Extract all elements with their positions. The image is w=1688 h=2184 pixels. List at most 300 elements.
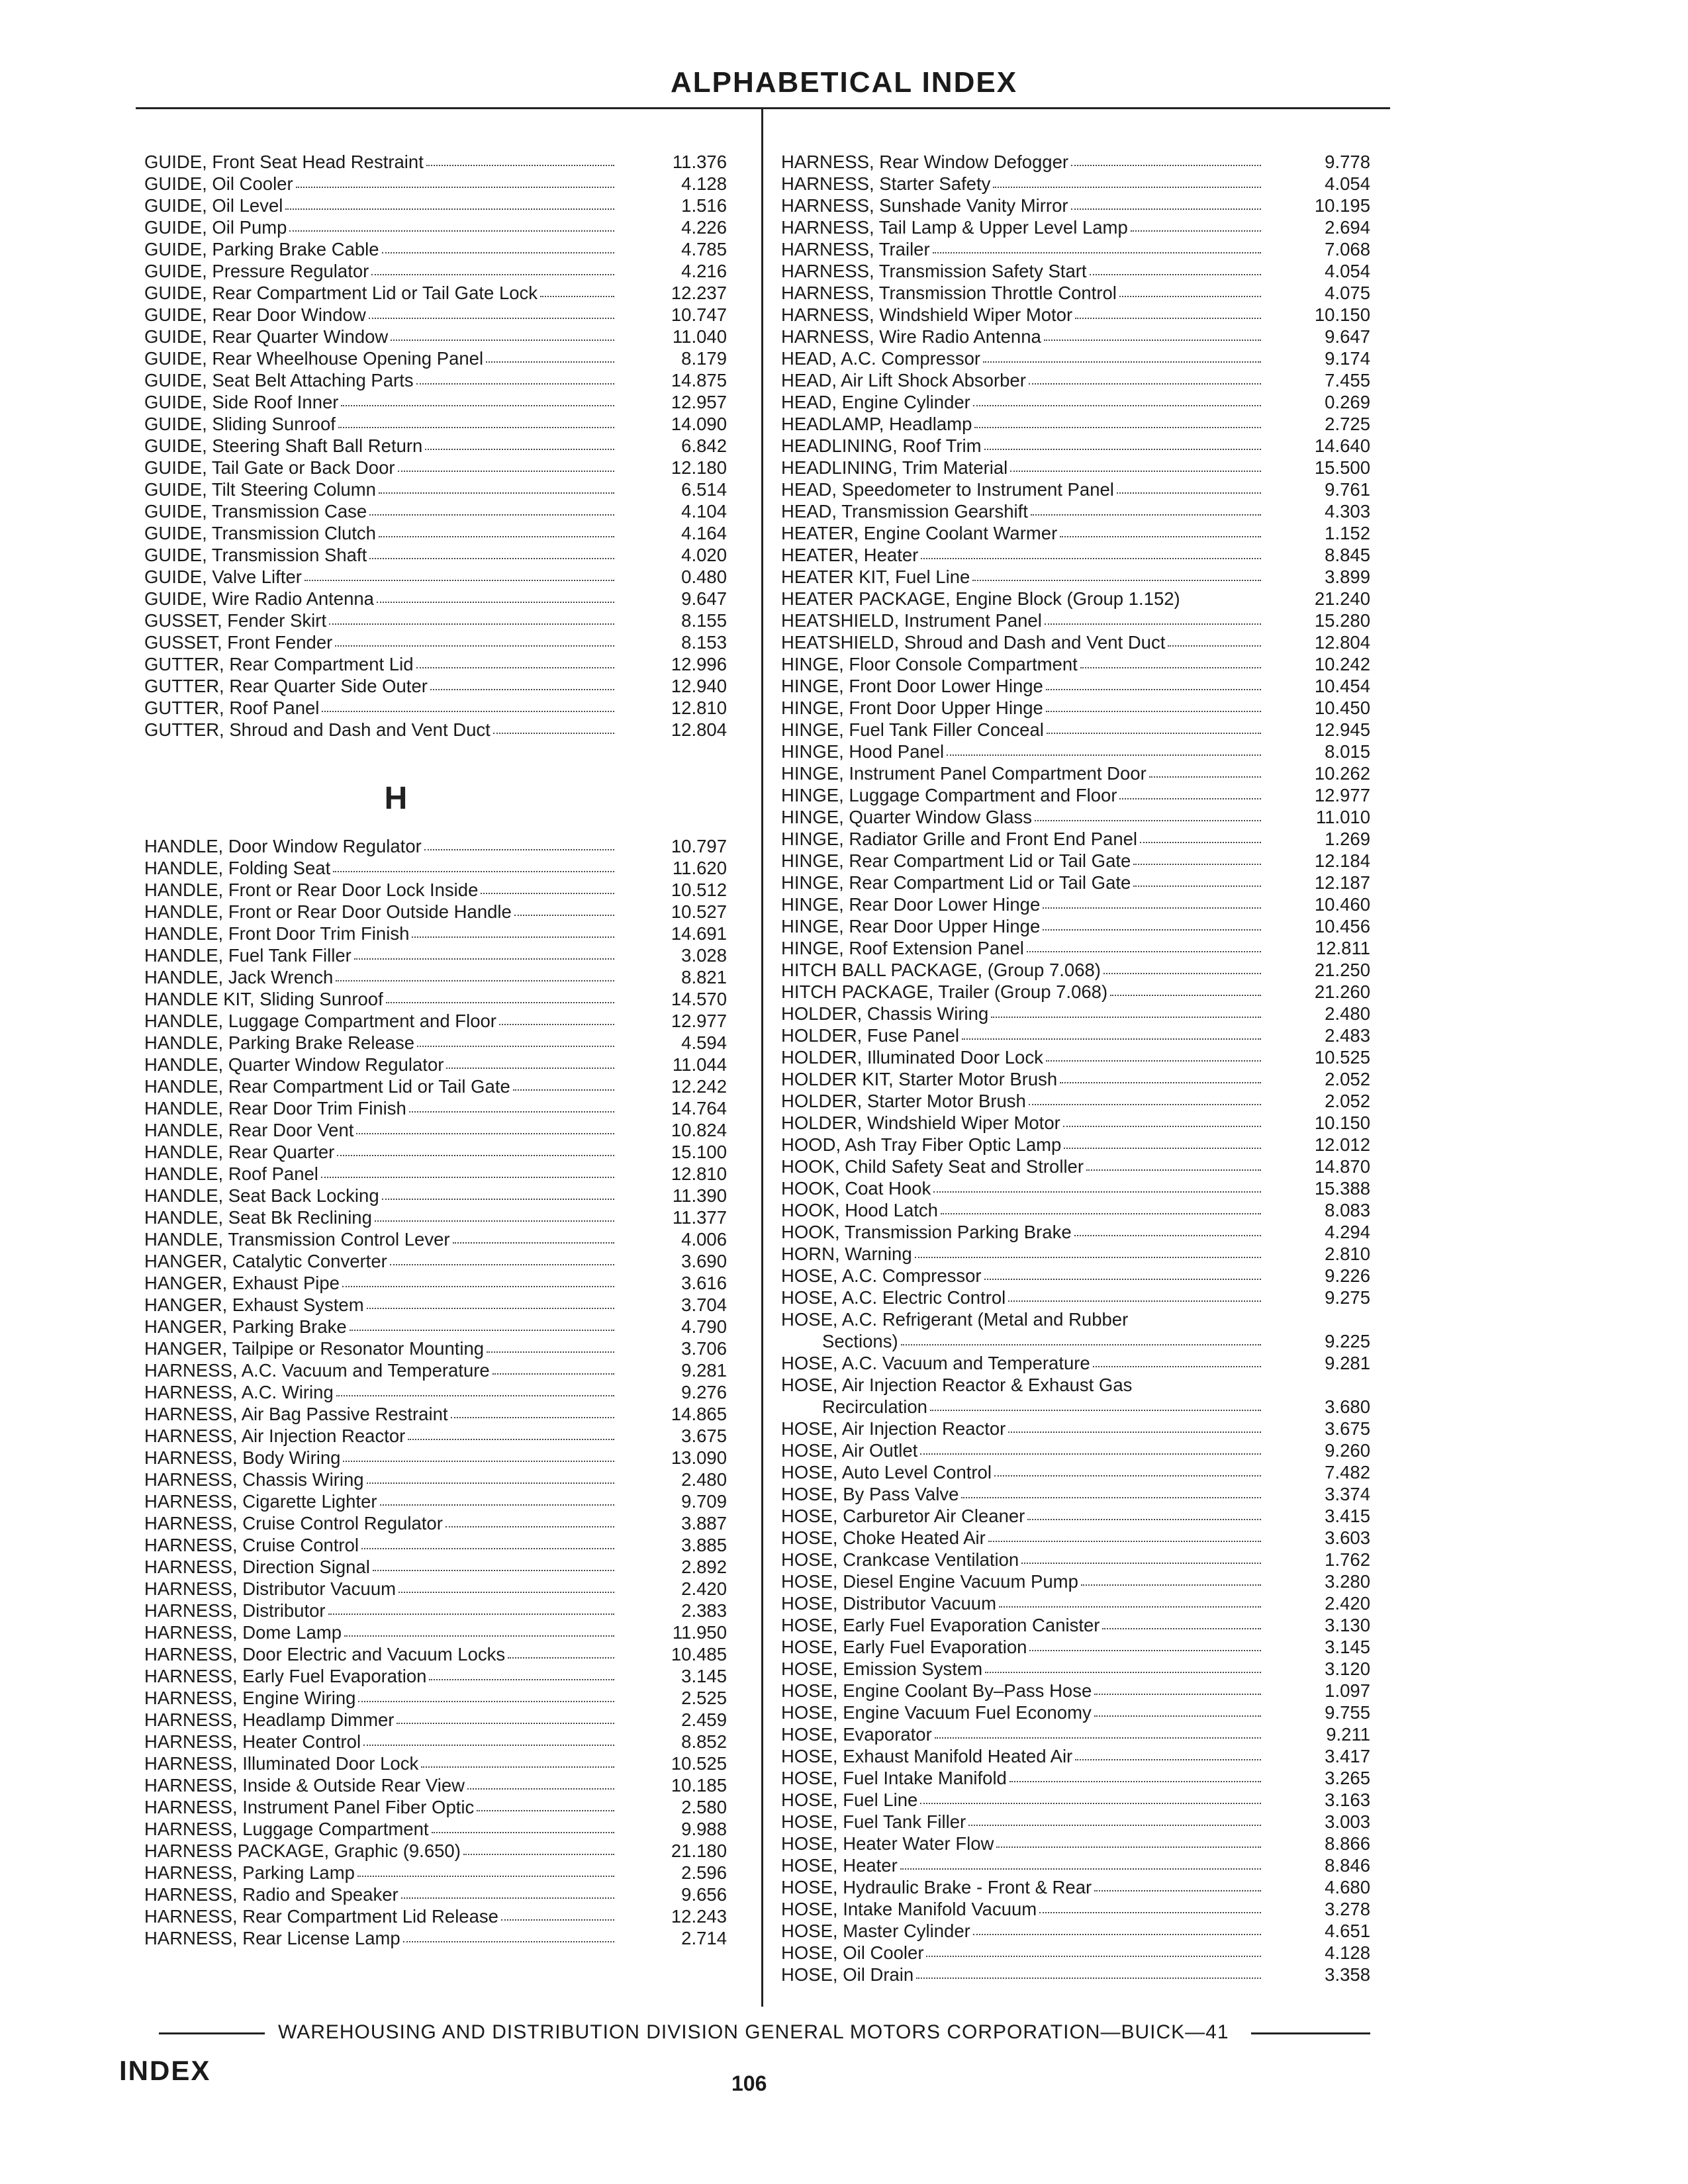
entry-name: HOSE, A.C. Electric Control: [781, 1287, 1006, 1308]
entry-name: HEAD, Engine Cylinder: [781, 392, 970, 412]
entry-name: HEAD, Transmission Gearshift: [781, 501, 1028, 522]
index-entry: [144, 478, 727, 500]
index-entry: [144, 566, 727, 588]
index-entry: [781, 566, 1370, 588]
entry-reference: 1.762: [1325, 1549, 1370, 1570]
entry-reference: 3.675: [1325, 1418, 1370, 1439]
dot-leader: [972, 580, 1261, 581]
index-entry: [144, 1600, 727, 1621]
entry-name: HOSE, Crankcase Ventilation: [781, 1549, 1019, 1570]
index-entry: [144, 1272, 727, 1294]
index-entry: [781, 369, 1370, 391]
index-entry: [781, 1833, 1370, 1854]
dot-leader: [1031, 514, 1261, 516]
entry-reference: 2.525: [681, 1688, 727, 1708]
entry-reference: 14.691: [671, 923, 727, 944]
entry-reference: 21.250: [1314, 960, 1370, 980]
index-entry: [781, 195, 1370, 216]
entry-reference: 12.180: [671, 457, 727, 478]
entry-reference: 3.616: [681, 1273, 727, 1293]
entry-reference: 4.075: [1325, 283, 1370, 303]
index-entry: [781, 697, 1370, 719]
dot-leader: [335, 645, 614, 647]
index-entry: [144, 1425, 727, 1447]
entry-reference: 14.640: [1314, 435, 1370, 456]
index-entry: [144, 544, 727, 566]
entry-name: HOSE, Fuel Intake Manifold: [781, 1768, 1007, 1788]
entry-name: HEADLAMP, Headlamp: [781, 414, 972, 434]
dot-leader: [988, 1541, 1261, 1542]
entry-reference: 8.179: [681, 348, 727, 369]
index-entry: [144, 1534, 727, 1556]
entry-reference: 14.875: [671, 370, 727, 390]
entry-reference: 12.810: [671, 698, 727, 718]
entry-name: HANDLE, Quarter Window Regulator: [144, 1054, 444, 1075]
dot-leader: [432, 1832, 614, 1833]
entry-name: HARNESS, A.C. Wiring: [144, 1382, 334, 1402]
entry-reference: 1.269: [1325, 829, 1370, 849]
entry-name: HOLDER KIT, Starter Motor Brush: [781, 1069, 1058, 1089]
dot-leader: [321, 1177, 614, 1178]
entry-reference: 12.243: [671, 1906, 727, 1927]
entry-name: GUIDE, Side Roof Inner: [144, 392, 339, 412]
index-entry: [144, 1097, 727, 1119]
entry-reference: 1.152: [1325, 523, 1370, 543]
index-entry: [144, 1490, 727, 1512]
index-entry: [144, 1338, 727, 1359]
index-entry: [781, 631, 1370, 653]
entry-reference: 3.003: [1325, 1811, 1370, 1832]
entry-reference: 3.374: [1325, 1484, 1370, 1504]
index-entry: [781, 1243, 1370, 1265]
entry-reference: 4.651: [1325, 1921, 1370, 1941]
entry-name: HITCH PACKAGE, Trailer (Group 7.068): [781, 981, 1108, 1002]
index-entry: [144, 719, 727, 741]
entry-reference: 9.647: [681, 588, 727, 609]
dot-leader: [994, 1475, 1261, 1477]
footer-rule-right: [1251, 2032, 1370, 2034]
index-entry: [144, 1228, 727, 1250]
entry-reference: 1.097: [1325, 1680, 1370, 1701]
dot-leader: [1093, 1366, 1261, 1367]
entry-name: HARNESS, Distributor: [144, 1600, 326, 1621]
entry-name: HOSE, A.C. Refrigerant (Metal and Rubber: [781, 1309, 1129, 1330]
entry-name: HEADLINING, Trim Material: [781, 457, 1008, 478]
index-entry: [144, 282, 727, 304]
entry-name: HOLDER, Starter Motor Brush: [781, 1091, 1026, 1111]
index-entry: [781, 937, 1370, 959]
entry-reference: 15.100: [671, 1142, 727, 1162]
dot-leader: [453, 1242, 614, 1244]
index-entry: [144, 588, 727, 610]
entry-reference: 8.153: [681, 632, 727, 653]
entry-reference: 2.580: [681, 1797, 727, 1817]
index-entry: [781, 588, 1370, 610]
entry-name: HARNESS PACKAGE, Graphic (9.650): [144, 1841, 461, 1861]
index-entry: [144, 1119, 727, 1141]
dot-leader: [1063, 1126, 1261, 1127]
index-entry: [144, 1905, 727, 1927]
index-entry: [781, 1374, 1370, 1396]
dot-leader: [487, 1351, 614, 1353]
entry-name: HOSE, Oil Drain: [781, 1964, 914, 1985]
entry-reference: 9.656: [681, 1884, 727, 1905]
entry-reference: 10.262: [1314, 763, 1370, 784]
entry-name: HORN, Warning: [781, 1244, 912, 1264]
index-entry: [781, 1658, 1370, 1680]
dot-leader: [357, 1876, 614, 1877]
index-entry: [144, 675, 727, 697]
index-entry: [781, 1461, 1370, 1483]
entry-name: HANDLE, Fuel Tank Filler: [144, 945, 352, 966]
entry-reference: 11.010: [1315, 807, 1370, 827]
entry-name: HARNESS, Illuminated Door Lock: [144, 1753, 419, 1774]
dot-leader: [991, 1017, 1261, 1018]
dot-leader: [369, 558, 614, 559]
entry-reference: 14.570: [671, 989, 727, 1009]
entry-name: GUIDE, Pressure Regulator: [144, 261, 369, 281]
index-entry: [781, 806, 1370, 828]
index-entry: [781, 522, 1370, 544]
g-entries: [144, 151, 727, 741]
dot-leader: [1035, 820, 1261, 821]
dot-leader: [408, 1439, 614, 1440]
entry-reference: 2.052: [1325, 1069, 1370, 1089]
entry-name: Recirculation: [822, 1396, 927, 1417]
entry-name: HOSE, Diesel Engine Vacuum Pump: [781, 1571, 1078, 1592]
index-entry: [144, 966, 727, 988]
index-entry: [144, 195, 727, 216]
index-entry: [781, 1505, 1370, 1527]
dot-leader: [962, 1038, 1261, 1040]
entry-name: HARNESS, Heater Control: [144, 1731, 361, 1752]
dot-leader: [501, 1919, 614, 1921]
entry-name: HOSE, A.C. Vacuum and Temperature: [781, 1353, 1090, 1373]
entry-reference: 10.525: [671, 1753, 727, 1774]
index-entry: [144, 1010, 727, 1032]
index-entry: [781, 1024, 1370, 1046]
index-entry: [781, 1920, 1370, 1942]
index-entry: [144, 1381, 727, 1403]
entry-name: HARNESS, Body Wiring: [144, 1447, 341, 1468]
index-entry: [781, 1308, 1370, 1330]
entry-name: HEAD, Air Lift Shock Absorber: [781, 370, 1026, 390]
dot-leader: [514, 915, 614, 916]
entry-reference: 3.704: [681, 1295, 727, 1315]
index-entry: [144, 1250, 727, 1272]
dot-leader: [1045, 623, 1261, 625]
entry-reference: 3.415: [1325, 1506, 1370, 1526]
index-entry: [144, 610, 727, 631]
entry-name: HARNESS, Rear Compartment Lid Release: [144, 1906, 498, 1927]
entry-name: HARNESS, Door Electric and Vacuum Locks: [144, 1644, 506, 1664]
dot-leader: [424, 849, 614, 850]
entry-reference: 4.054: [1325, 173, 1370, 194]
entry-reference: 9.226: [1325, 1265, 1370, 1286]
entry-reference: 9.225: [1325, 1331, 1370, 1351]
dot-leader: [1094, 1715, 1261, 1717]
dot-leader: [1110, 995, 1261, 996]
dot-leader: [996, 1846, 1261, 1848]
index-entry: [144, 173, 727, 195]
entry-reference: 9.988: [681, 1819, 727, 1839]
dot-leader: [920, 1453, 1261, 1455]
entry-reference: 3.280: [1325, 1571, 1370, 1592]
entry-reference: 21.240: [1314, 588, 1370, 609]
index-entry: [144, 1075, 727, 1097]
index-entry: [781, 1112, 1370, 1134]
dot-leader: [1090, 274, 1261, 275]
entry-reference: 10.185: [671, 1775, 727, 1796]
section-letter: H: [384, 781, 408, 816]
index-entry: [781, 1483, 1370, 1505]
entry-name: HANDLE, Transmission Control Lever: [144, 1229, 450, 1250]
entry-reference: 15.500: [1314, 457, 1370, 478]
entry-name: HANDLE, Parking Brake Release: [144, 1032, 415, 1053]
dot-leader: [973, 405, 1261, 406]
spacer: [144, 741, 727, 762]
dot-leader: [367, 1308, 614, 1309]
entry-name: HINGE, Fuel Tank Filler Conceal: [781, 719, 1044, 740]
entry-name: HARNESS, Distributor Vacuum: [144, 1578, 397, 1599]
entry-name: GUTTER, Shroud and Dash and Vent Duct: [144, 719, 491, 740]
entry-reference: 7.482: [1325, 1462, 1370, 1482]
entry-reference: 10.456: [1314, 916, 1370, 936]
entry-reference: 4.226: [681, 217, 727, 238]
entry-name: HEADLINING, Roof Trim: [781, 435, 982, 456]
dot-leader: [1103, 973, 1261, 974]
entry-name: HANDLE, Rear Compartment Lid or Tail Gate: [144, 1076, 510, 1097]
index-entry: [144, 1316, 727, 1338]
index-entry: [781, 1723, 1370, 1745]
entry-reference: 9.281: [681, 1360, 727, 1381]
index-entry: [781, 151, 1370, 173]
entry-name: HOSE, By Pass Valve: [781, 1484, 959, 1504]
footer-section-label: INDEX: [119, 2055, 211, 2086]
entry-reference: 10.747: [671, 304, 727, 325]
index-entry: [144, 631, 727, 653]
entry-reference: 3.680: [1325, 1396, 1370, 1417]
entry-name: HOSE, Air Injection Reactor: [781, 1418, 1006, 1439]
dot-leader: [1010, 471, 1261, 472]
index-entry: [781, 1811, 1370, 1833]
index-entry: [781, 1789, 1370, 1811]
entry-reference: 10.454: [1314, 676, 1370, 696]
index-entry: [781, 544, 1370, 566]
dot-leader: [1064, 1148, 1261, 1149]
index-entry: [144, 697, 727, 719]
entry-name: HANDLE, Rear Door Trim Finish: [144, 1098, 406, 1118]
entry-name: HOSE, Oil Cooler: [781, 1942, 924, 1963]
dot-leader: [961, 1497, 1261, 1498]
dot-leader: [358, 1701, 614, 1702]
dot-leader: [341, 405, 614, 406]
entry-name: HANGER, Exhaust Pipe: [144, 1273, 340, 1293]
dot-leader: [1102, 1628, 1261, 1629]
index-entry: [781, 1199, 1370, 1221]
entry-reference: 11.040: [672, 326, 727, 347]
index-entry: [144, 1665, 727, 1687]
index-entry: [144, 457, 727, 478]
index-entry: [781, 1396, 1370, 1418]
index-entry: [781, 784, 1370, 806]
index-entry: [144, 216, 727, 238]
dot-leader: [1119, 296, 1261, 297]
index-entry: [144, 901, 727, 923]
index-entry: [144, 1774, 727, 1796]
entry-reference: 10.150: [1314, 304, 1370, 325]
dot-leader: [397, 1723, 614, 1724]
index-entry: [781, 1287, 1370, 1308]
entry-name: GUIDE, Transmission Case: [144, 501, 367, 522]
dot-leader: [1027, 951, 1261, 952]
footer-rule-left: [159, 2032, 265, 2034]
left-column: [144, 151, 727, 1949]
dot-leader: [1117, 492, 1261, 494]
dot-leader: [926, 1956, 1261, 1957]
entry-reference: 14.764: [671, 1098, 727, 1118]
index-entry: [781, 1418, 1370, 1439]
entry-reference: 15.280: [1314, 610, 1370, 631]
dot-leader: [1075, 1759, 1261, 1760]
entry-reference: 3.417: [1325, 1746, 1370, 1766]
dot-leader: [356, 1133, 614, 1134]
dot-leader: [493, 733, 614, 734]
dot-leader: [379, 536, 614, 537]
entry-name: HITCH BALL PACKAGE, (Group 7.068): [781, 960, 1101, 980]
dot-leader: [1094, 1890, 1261, 1891]
entry-reference: 0.269: [1325, 392, 1370, 412]
entry-reference: 12.957: [671, 392, 727, 412]
entry-reference: 11.377: [672, 1207, 727, 1228]
dot-leader: [379, 492, 614, 494]
entry-name: GUIDE, Oil Level: [144, 195, 283, 216]
dot-leader: [333, 871, 614, 872]
index-entry: [144, 1752, 727, 1774]
entry-reference: 4.303: [1325, 501, 1370, 522]
entry-reference: 8.845: [1325, 545, 1370, 565]
index-entry: [781, 1352, 1370, 1374]
entry-name: HANDLE, Door Window Regulator: [144, 836, 422, 856]
index-entry: [144, 1556, 727, 1578]
dot-leader: [985, 1672, 1261, 1673]
dot-leader: [1039, 1912, 1261, 1913]
index-entry: [144, 1731, 727, 1752]
entry-name: HANDLE, Seat Bk Reclining: [144, 1207, 372, 1228]
entry-name: GUSSET, Fender Skirt: [144, 610, 327, 631]
entry-reference: 8.015: [1325, 741, 1370, 762]
entry-name: HOSE, Heater: [781, 1855, 898, 1876]
entry-reference: 9.709: [681, 1491, 727, 1512]
entry-reference: 2.383: [681, 1600, 727, 1621]
dot-leader: [1074, 1235, 1261, 1236]
entry-reference: 2.459: [681, 1709, 727, 1730]
index-entry: [781, 1330, 1370, 1352]
entry-name: HANDLE, Folding Seat: [144, 858, 331, 878]
dot-leader: [463, 1854, 614, 1855]
entry-reference: 8.846: [1325, 1855, 1370, 1876]
dot-leader: [1071, 165, 1261, 166]
index-entry: [144, 369, 727, 391]
entry-name: HARNESS, Windshield Wiper Motor: [781, 304, 1073, 325]
dot-leader: [900, 1868, 1261, 1870]
entry-reference: 2.596: [681, 1862, 727, 1883]
dot-leader: [1046, 1060, 1261, 1062]
entry-reference: 3.145: [1325, 1637, 1370, 1657]
entry-reference: 12.804: [671, 719, 727, 740]
entry-name: GUIDE, Rear Door Window: [144, 304, 366, 325]
dot-leader: [920, 1803, 1261, 1804]
dot-leader: [933, 252, 1261, 253]
dot-leader: [1168, 645, 1261, 647]
entry-name: HEATSHIELD, Shroud and Dash and Vent Duct: [781, 632, 1166, 653]
entry-reference: 4.164: [681, 523, 727, 543]
entry-name: HOSE, Air Outlet: [781, 1440, 918, 1461]
entry-name: HARNESS, Cruise Control: [144, 1535, 359, 1555]
entry-name: HARNESS, Wire Radio Antenna: [781, 326, 1041, 347]
dot-leader: [1021, 1563, 1261, 1564]
entry-reference: 9.755: [1325, 1702, 1370, 1723]
dot-leader: [416, 667, 614, 668]
h-entries-continued: [781, 151, 1370, 1985]
entry-name: HANDLE, Front Door Trim Finish: [144, 923, 410, 944]
index-entry: [781, 260, 1370, 282]
dot-leader: [933, 1191, 1261, 1193]
entry-name: HANDLE, Front or Rear Door Outside Handle: [144, 901, 512, 922]
index-entry: [144, 500, 727, 522]
dot-leader: [403, 1941, 614, 1942]
entry-name: HARNESS, Early Fuel Evaporation: [144, 1666, 427, 1686]
entry-name: HEAD, A.C. Compressor: [781, 348, 981, 369]
dot-leader: [322, 711, 614, 712]
index-entry: [781, 216, 1370, 238]
dot-leader: [513, 1089, 614, 1091]
entry-name: HARNESS, Cigarette Lighter: [144, 1491, 377, 1512]
dot-leader: [1131, 230, 1261, 232]
index-entry: [144, 653, 727, 675]
entry-reference: 12.996: [671, 654, 727, 674]
dot-leader: [1029, 383, 1261, 385]
index-entry: [781, 1702, 1370, 1723]
dot-leader: [391, 340, 614, 341]
entry-name: HOSE, A.C. Compressor: [781, 1265, 982, 1286]
entry-reference: 2.725: [1325, 414, 1370, 434]
entry-name: GUTTER, Rear Quarter Side Outer: [144, 676, 428, 696]
dot-leader: [1008, 1432, 1261, 1433]
dot-leader: [417, 1046, 614, 1047]
dot-leader: [993, 187, 1261, 188]
entry-name: HARNESS, Transmission Safety Start: [781, 261, 1087, 281]
entry-name: HINGE, Quarter Window Glass: [781, 807, 1032, 827]
index-entry: [781, 981, 1370, 1003]
entry-name: HOLDER, Fuse Panel: [781, 1025, 959, 1046]
entry-reference: 4.680: [1325, 1877, 1370, 1897]
index-entry: [144, 326, 727, 347]
dot-leader: [941, 1213, 1261, 1214]
entry-name: HOSE, Air Injection Reactor & Exhaust Gas: [781, 1375, 1133, 1395]
index-entry: [781, 435, 1370, 457]
entry-name: HOOD, Ash Tray Fiber Optic Lamp: [781, 1134, 1062, 1155]
entry-reference: 11.950: [672, 1622, 727, 1643]
dot-leader: [375, 1220, 614, 1222]
dot-leader: [1075, 318, 1261, 319]
entry-name: HANDLE KIT, Sliding Sunroof: [144, 989, 383, 1009]
entry-name: GUSSET, Front Fender: [144, 632, 333, 653]
index-entry: [781, 1265, 1370, 1287]
index-entry: [781, 1680, 1370, 1702]
index-entry: [144, 1294, 727, 1316]
entry-reference: 4.128: [681, 173, 727, 194]
